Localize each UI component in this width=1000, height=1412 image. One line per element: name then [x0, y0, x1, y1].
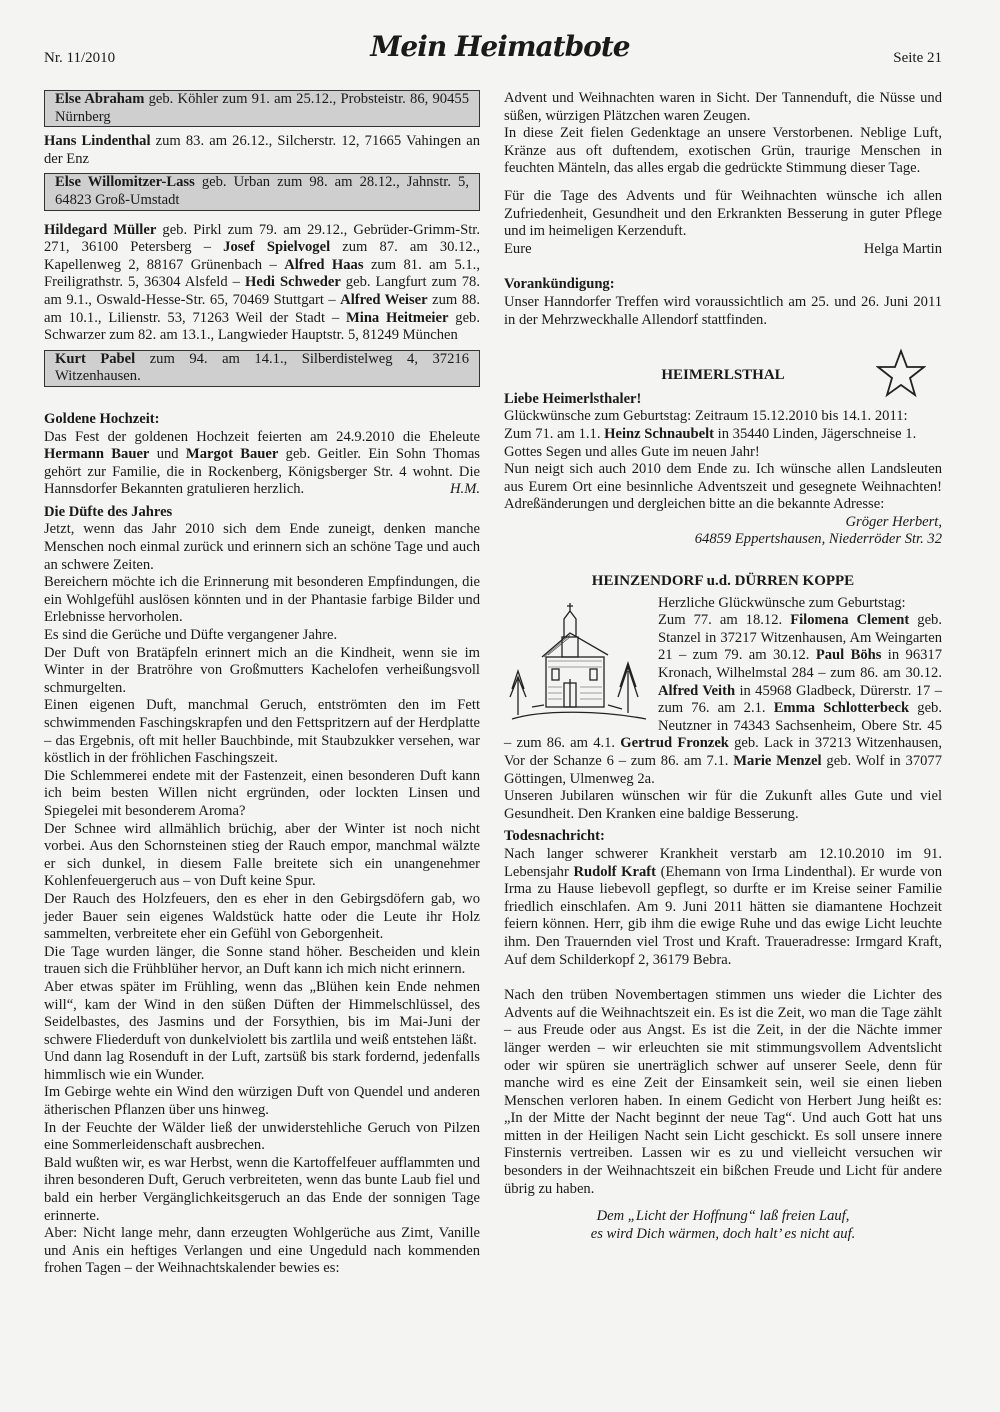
person-name: Else Willomitzer-Lass	[55, 174, 195, 191]
article-paragraph: Nun neigt sich auch 2010 dem Ende zu. Ich wünsche allen Landsleuten aus Eurem Ort eine besinnliche Adventszeit und gesegnete Weihnachten! Adreßänderungen und dergleichen bitte an die bekannte Adresse:	[504, 461, 942, 513]
person-name: Kurt Pabel	[55, 350, 136, 367]
article-paragraph: Nach den trüben Novembertagen stimmen uns wieder die Lichter des Advents auf die Weihnachtszeit ein. Es ist die Zeit, wo man die Tage zählt – aus Freude oder aus Angst. Es ist die Zeit, in der die Nächte immer länger werden – wir erleuchten sie mit stimmungsvollem Adventslicht oder wir spüren sie unerträglich schwer auf unserer Seele, denn für manche wird es eine Zeit der Einsamkeit sein, weil sie einen lieben Menschen verloren haben. In einem Gedicht von Herbert Jung heißt es: „In der Mitte der Nacht beginnt der neue Tag“. Und auch Gott hat uns mitten in der Heiligen Nacht sein Licht geschickt. Es soll unsere innere Finsternis vertreiben. Lassen wir es zu und vielleicht versuchen wir besonders in der Weihnachtszeit ein bißchen Freude und Licht für andere übrig zu haben.	[504, 987, 942, 1197]
entry-text: Zum 77. am 18.12.	[658, 612, 791, 629]
entry-text: geb. Lack in 37213 Witzenhausen, Vor der Schanze 6 – zum 86. am 7.1.	[504, 735, 942, 769]
person-name: Rudolf Kraft	[573, 863, 657, 880]
signature-row	[504, 241, 942, 259]
entry-text: zum 94. am 14.1., Silberdistelweg 4, 37216 Witzenhausen.	[55, 350, 469, 385]
person-name: Alfred Haas	[284, 256, 364, 273]
section-title: Goldene Hochzeit:	[44, 410, 160, 427]
entry-text: Das Fest der goldenen Hochzeit feierten am 24.9.2010 die Eheleute	[44, 428, 480, 445]
entry-text: geb. Stanzel in 37217 Witzenhausen, Am Weingarten 21 – zum 79. am 30.12.	[658, 612, 943, 664]
entry-text: geb. Wolf in 37077 Göttingen, Ulmenweg 2a.	[504, 753, 943, 787]
entry-text: geb. Pirkl zum 79. am 29.12., Gebrüder-Grimm-Str. 271, 36100 Petersberg –	[44, 221, 480, 256]
greeting: Liebe Heimerlsthaler!	[504, 390, 642, 407]
person-name: Hans Lindenthal	[44, 133, 151, 150]
article-paragraph: Die Schlemmerei endete mit der Fastenzeit, einen besonderen Duft kann ich beim besten Willen nicht ergründen, oder lockten Linsen und Spiegelei mit besonderem Aroma?	[44, 767, 480, 819]
entry-text: geb. Geitler. Ein Sohn Thomas gehört zur Familie, die in Rockenberg, Königsberger Str. 4 wohnt. Die Hannsdorfer Bekannten gratulieren herzlich.	[44, 446, 480, 498]
closing-verse-line: es wird Dich wärmen, doch halt’ es nicht auf.	[590, 1225, 856, 1242]
entry-text: geb. Langfurt zum 78. am 9.1., Oswald-Hesse-Str. 65, 70469 Stuttgart –	[44, 274, 480, 308]
person-name: Alfred Veith	[658, 682, 736, 699]
signature-salutation: Eure	[504, 240, 532, 257]
masthead-logo: Mein Heimatbote	[370, 30, 630, 63]
article-paragraph: Aber: Nicht lange mehr, dann erzeugten Wohlgerüche aus Zimt, Vanille und Anis ein heftiges Verlangen und eine Ungeduld nach kommenden frohen Tagen – der Weihnachtskalender bewies es:	[44, 1225, 480, 1277]
birthday-box	[44, 350, 480, 387]
entry-text: (Ehemann von Irma Lindenthal). Er wurde von Irma zu Hause liebevoll gepflegt, so durfte er im Kreise seiner Familie friedlich einschlafen. Am 9. Juni 2011 hätten sie diamantene Hochzeit feiern können. Herr, gib ihm die ewige Ruhe und das ewige Licht leuchte ihm. Den Trauernden viel Trost und Kraft. Traueradresse: Irmgard Kraft, Auf dem Schilderkopf 2, 36179 Bebra.	[504, 863, 942, 968]
heinzendorf-block	[504, 595, 942, 789]
article-paragraph: Der Rauch des Holzfeuers, den es eher in den Gebirgsdöfern gab, wo jeder Bauer sein eigenes Waldstück hatte oder die Leute ihr Holz sammelten, verbreitete eher ein Gefühl von Geborgenheit.	[44, 890, 480, 943]
entry-text: geb. Urban zum 98. am 28.12., Jahnstr. 5, 64823 Groß-Umstadt	[55, 174, 469, 208]
birthday-group	[44, 222, 480, 345]
entry-text: Nach langer schwerer Krankheit verstarb am 12.10.2010 im 91. Lebensjahr	[504, 845, 942, 880]
person-name: Filomena Clement	[790, 612, 910, 629]
blessing-text: Gottes Segen und alles Gute im neuen Jahr!	[504, 443, 760, 460]
entry-text: in 96317 Kronach, Wilhelmstal 284 – zum 86. am 30.12.	[658, 647, 943, 682]
article-paragraph: Der Schnee wird allmählich brüchig, aber der Winter ist noch nicht vorbei. Aus den Schornsteinen stieg der Rauch empor, manchmal wälzte er sich dunkel, in diesem Falle breitete sich ein unangenehmer Kohlenfeuergeruch aus – von Duft keine Spur.	[44, 820, 480, 890]
person-name: Paul Böhs	[815, 647, 882, 664]
section-heading: HEIMERLSTHAL	[661, 367, 785, 384]
entry-text: in 35440 Linden, Jägerschneise 1.	[714, 425, 917, 442]
article-paragraph: Bald wußten wir, es war Herbst, wenn die Kartoffelfeuer aufflammten und ihren besonderen Duft, Geruch verbreiteten, wenn das bunte Laub fiel und bald ein herber Vergänglichkeitsgeruch an das Ende der sonnigen Tage erinnerte.	[44, 1154, 480, 1224]
announcement-text: Unser Hanndorfer Treffen wird voraussichtlich am 25. und 26. Juni 2011 in der Mehrzweckhalle Allendorf stattfinden.	[504, 293, 942, 328]
right-column	[504, 90, 942, 1243]
birthday-box	[44, 90, 480, 127]
issue-number: Nr. 11/2010	[44, 50, 116, 66]
person-name: Margot Bauer	[185, 446, 279, 463]
article-paragraph: Advent und Weihnachten waren in Sicht. Der Tannenduft, die Nüsse und süßen, würzigen Plätzchen waren Zeugen.	[504, 90, 942, 124]
birthday-box	[44, 173, 480, 210]
article-paragraph: Und dann lag Rosenduft in der Luft, zartsüß bis stark fordernd, jedenfalls himmlisch wie ein Wunder.	[44, 1049, 480, 1083]
entry-text: und	[149, 446, 186, 463]
page-number: Seite 21	[893, 50, 942, 66]
article-paragraph: In der Feuchte der Wälder ließ der unwiderstehliche Geruch von Pilzen eine Sommerleidenschaft ausbrechen.	[44, 1119, 480, 1154]
person-name: Else Abraham	[55, 91, 145, 107]
article-paragraph: Es sind die Gerüche und Düfte vergangener Jahre.	[44, 627, 338, 644]
star-icon	[876, 348, 926, 398]
left-column	[44, 90, 480, 1278]
article-body	[44, 521, 480, 1278]
article-paragraph: Aber etwas später im Frühling, wenn das „Blühen kein Ende nehmen will“, kam der Wind in den süßen Düften der Himmelschlüssel, des Seidelbastes, des Jasmins und der Forsythien, bis im Mai-Juni der schwere Fliederduft von dunkelviolett bis zartlila und weiß entstehen läßt.	[44, 978, 480, 1048]
person-name: Marie Menzel	[733, 753, 822, 769]
section-title: Todesnachricht:	[504, 828, 605, 845]
section-heading: HEINZENDORF u.d. DÜRREN KOPPE	[591, 573, 855, 590]
section-title: Die Düfte des Jahres	[44, 503, 173, 520]
entry-text: zum 83. am 26.12., Silcherstr. 12, 71665 Vahingen an der Enz	[44, 133, 481, 167]
chapel-illustration	[504, 597, 650, 727]
article-paragraph: Einen eigenen Duft, manchmal Geruch, entströmten den im Fett schwimmenden Faschingskrapfen und den Fettspritzern auf der Herdplatte – das Ergebnis, oft mit heller Bauchbinde, mit Staubzukker versehen, war köstlich in der fröhlichen Faschingszeit.	[44, 697, 480, 767]
person-name: Hildegard Müller	[44, 221, 157, 238]
author-name: Gröger Herbert,	[845, 513, 942, 530]
closing-verse-line: Dem „Licht der Hoffnung“ laß freien Lauf,	[596, 1208, 850, 1225]
entry-text: zum 87. am 30.12., Kapellenweg 2, 88167 Grünenbach –	[44, 239, 480, 273]
author-address: 64859 Eppertshausen, Niederröder Str. 32	[694, 531, 942, 548]
person-name: Hedi Schweder	[244, 274, 341, 291]
article-paragraph: In diese Zeit fielen Gedenktage an unsere Verstorbenen. Neblige Luft, Kränze aus oft duftendem, exotischen Grün, traurige Menschen in feuchten Mänteln, das alles ergab die gedrückte Stimmung dieser Tage.	[504, 125, 942, 177]
section-title: Vorankündigung:	[504, 276, 615, 293]
birthday-entry	[504, 426, 942, 444]
person-name: Hermann Bauer	[44, 446, 150, 463]
obituary-text	[504, 846, 942, 969]
entry-text: Zum 71. am 1.1.	[504, 425, 605, 442]
article-paragraph: Bereichern möchte ich die Erinnerung mit besonderen Empfindungen, die ein Wohlgefühl auslösen könnten und in der Phantasie farbige Bilder und Erlebnisse hervorholen.	[44, 574, 480, 626]
birthday-line: Glückwünsche zum Geburtstag: Zeitraum 15.12.2010 bis 14.1. 2011:	[504, 408, 908, 425]
entry-text: zum 88. am 10.1., Lilienstr. 53, 71263 Weil der Stadt –	[44, 291, 480, 326]
heinzendorf-intro: Herzliche Glückwünsche zum Geburtstag:	[658, 594, 906, 611]
entry-text: geb. Köhler zum 91. am 25.12., Probsteistr. 86, 90455 Nürnberg	[55, 91, 469, 125]
article-paragraph: Die Tage wurden länger, die Sonne stand höher. Bescheiden und klein trauen sich die Frühblüher hervor, an Duft kann ich mich nicht erinnern.	[44, 943, 480, 978]
birthday-entry	[44, 133, 480, 168]
person-name: Alfred Weiser	[340, 291, 428, 308]
entry-text: in 45968 Gladbeck, Dürerstr. 17 – zum 76. am 2.1.	[658, 682, 943, 717]
article-paragraph: Für die Tage des Advents und für Weihnachten wünsche ich allen Zufriedenheit, Gesundheit und den Erkrankten Besserung in guter Pflege und im heimeligen Kerzenduft.	[504, 187, 942, 240]
entry-text: zum 81. am 5.1., Freiligrathstr. 5, 36304 Alsfeld –	[44, 256, 480, 291]
entry-text: geb. Schwarzer zum 82. am 13.1., Langwieder Hauptstr. 5, 81249 München	[44, 309, 480, 344]
article-paragraph: Jetzt, wenn das Jahr 2010 sich dem Ende zuneigt, denken manche Menschen noch einmal zurück und erinnern sich an schöne Tage und auch an schwere Zeiten.	[44, 521, 480, 573]
article-paragraph: Im Gebirge wehte ein Wind den würzigen Duft von Quendel und anderen ätherischen Pflanzen über uns hinweg.	[44, 1084, 480, 1119]
person-name: Gertrud Fronzek	[620, 735, 729, 752]
person-name: Mina Heitmeier	[345, 309, 449, 326]
entry-text: geb. Neutzner in 74343 Sachsenheim, Obere Str. 45 – zum 86. am 4.1.	[504, 700, 942, 752]
golden-wedding-text	[44, 429, 480, 499]
wish-text: Unseren Jubilaren wünschen wir für die Zukunft alles Gute und viel Gesundheit. Den Kranken eine baldige Besserung.	[504, 788, 942, 822]
person-name: Josef Spielvogel	[223, 239, 331, 256]
person-name: Heinz Schnaubelt	[604, 425, 714, 442]
person-name: Emma Schlotterbeck	[773, 700, 910, 717]
author-initials: H.M.	[450, 481, 480, 498]
article-paragraph: Der Duft von Bratäpfeln erinnert mich an die Kindheit, wenn sie im Winter in der Bratröhre von Großmutters Kachelofen verheißungsvoll schmurgelten.	[44, 644, 480, 696]
signature-name: Helga Martin	[863, 240, 942, 257]
